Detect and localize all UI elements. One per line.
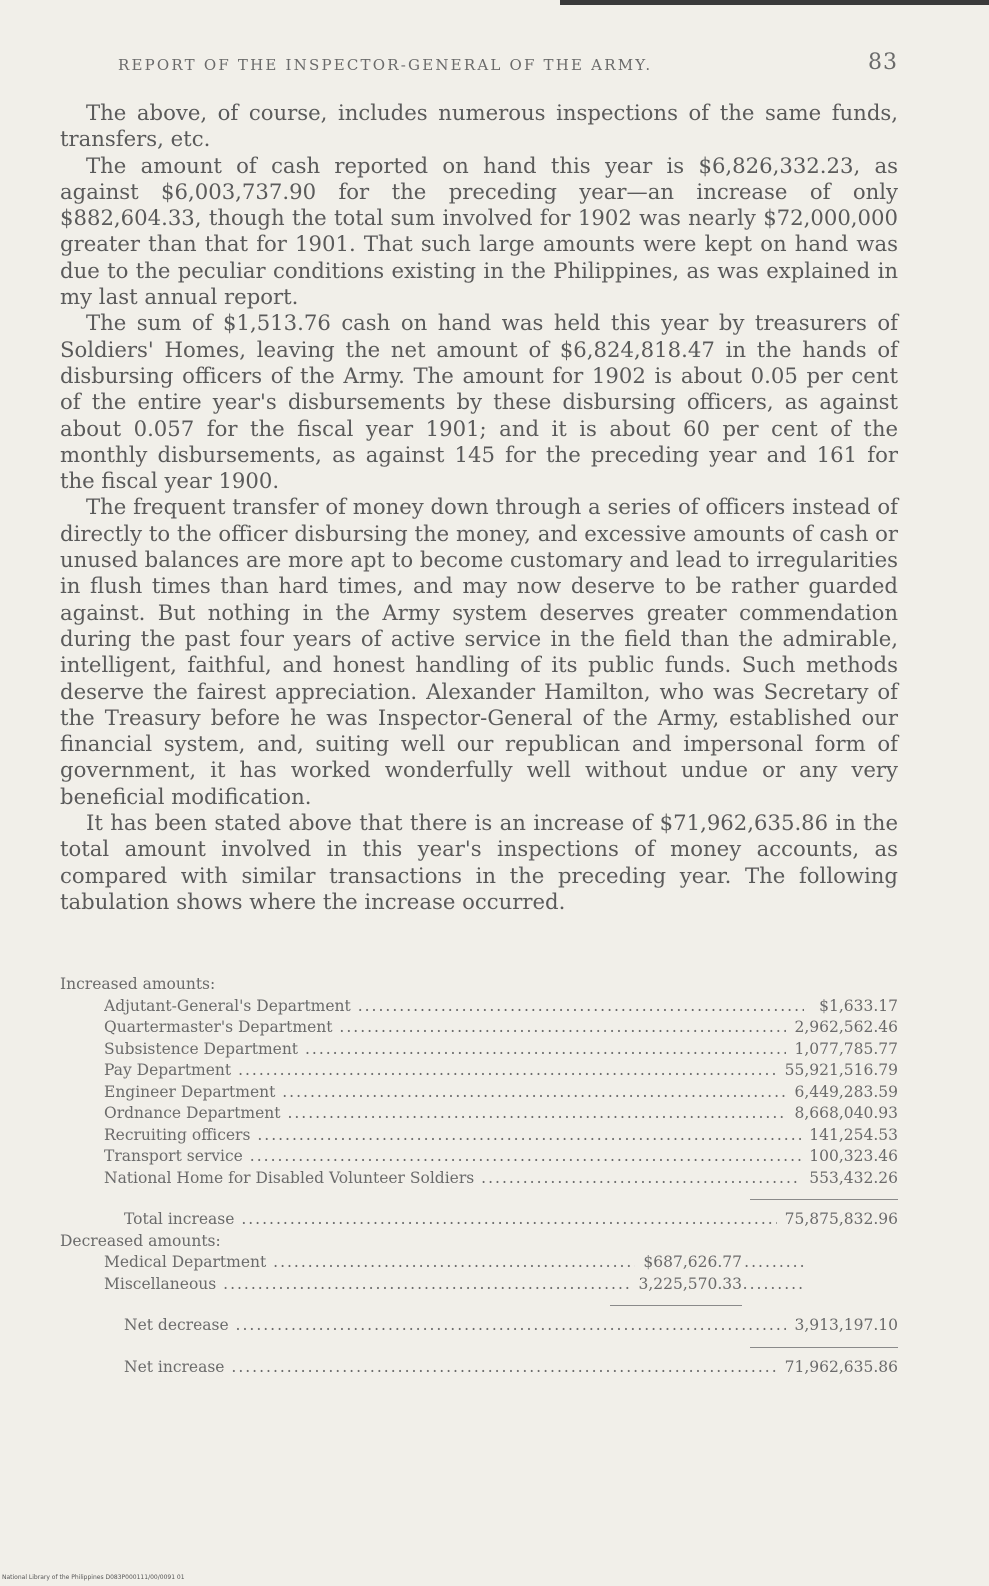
table-heading-row [60, 1232, 898, 1254]
sum-line [750, 1347, 898, 1348]
scan-footer: National Library of the Philippines D083P000111/00/0091 01 [2, 1574, 185, 1581]
table-row [60, 1018, 898, 1040]
decreased-heading: Decreased amounts: [60, 1231, 221, 1250]
row-label: Engineer Department ..... [104, 1083, 804, 1101]
row-amount: $687,626.77 [635, 1253, 742, 1271]
header-title: REPORT OF THE INSPECTOR-GENERAL OF THE ARMY. [118, 56, 653, 74]
row-amount: 55,921,516.79 [777, 1061, 898, 1079]
row-amount: 8,668,040.93 [786, 1104, 898, 1122]
table-heading-row [60, 975, 898, 997]
sum-rule [60, 1338, 898, 1358]
net-decrease-row [60, 1316, 898, 1338]
table-row [60, 1275, 898, 1297]
increased-heading: Increased amounts: [60, 975, 216, 993]
row-amount: $1,633.17 [811, 997, 898, 1015]
row-amount: 75,875,832.96 [777, 1210, 898, 1228]
row-label: National Home for Disabled Volunteer Soldiers ..... [104, 1169, 804, 1187]
row-label: Recruiting officers ..... [104, 1126, 804, 1144]
row-label: Transport service ..... [104, 1147, 804, 1165]
row-amount: 1,077,785.77 [786, 1040, 898, 1058]
row-amount: 6,449,283.59 [786, 1083, 898, 1101]
table-row [60, 1061, 898, 1083]
row-label: Miscellaneous ..... [104, 1275, 804, 1293]
sum-line [750, 1199, 898, 1200]
row-label: Subsistence Department ..... [104, 1040, 804, 1058]
row-label: Net decrease ..... [124, 1316, 824, 1334]
running-header [118, 50, 898, 80]
row-label: Adjutant-General's Department ..... [104, 997, 804, 1015]
row-amount: 3,225,570.33 [630, 1275, 742, 1293]
sum-rule [60, 1296, 898, 1316]
table-row [60, 1126, 898, 1148]
sum-rule [60, 1190, 898, 1210]
table-row [60, 1040, 898, 1062]
table-row [60, 1104, 898, 1126]
row-amount: 2,962,562.46 [786, 1018, 898, 1036]
paragraph: The sum of $1,513.76 cash on hand was held this year by treasurers of Soldiers' Homes, leaving the net amount of $6,824,818.47 in the hands of disbursing officers of the Army. The amount for 1902 is about 0.05 per cent of the entire year's disbursements by these disbursing officers, as against about 0.057 for the fiscal year 1901; and it is about 60 per cent of the monthly disbursements, as against 145 for the preceding year and 161 for the fiscal year 1900. [60, 310, 898, 494]
total-increase-row [60, 1210, 898, 1232]
row-label: Ordnance Department ..... [104, 1104, 804, 1122]
body-text [60, 100, 898, 915]
row-label: Net increase ..... [124, 1358, 824, 1376]
table-row [60, 997, 898, 1019]
row-amount: 141,254.53 [801, 1126, 898, 1144]
increase-tabulation [60, 975, 898, 1379]
net-increase-row [60, 1358, 898, 1380]
sum-line [610, 1305, 742, 1306]
paragraph: The frequent transfer of money down through a series of officers instead of directly to the officer disbursing the money, and excessive amounts of cash or unused balances are more apt to become customary and lead to irregularities in flush times than hard times, and may now deserve to be rather guarded against. But nothing in the Army system deserves greater commendation during the past four years of active service in the field than the admirable, intelligent, faithful, and honest handling of its public funds. Such methods deserve the fairest appreciation. Alexander Hamilton, who was Secretary of the Treasury before he was Inspector-General of the Army, established our financial system, and, suiting well our republican and impersonal form of government, it has worked wonderfully well without undue or any very beneficial modification. [60, 494, 898, 809]
table-row [60, 1253, 898, 1275]
table-row [60, 1147, 898, 1169]
row-label: Medical Department ..... [104, 1253, 804, 1271]
row-amount: 71,962,635.86 [777, 1358, 898, 1376]
row-amount: 100,323.46 [801, 1147, 898, 1165]
paragraph: The amount of cash reported on hand this year is $6,826,332.23, as against $6,003,737.90 for the preceding year—an increase of only $882,604.33, though the total sum involved for 1902 was nearly $72,000,000 greater than that for 1901. That such large amounts were kept on hand was due to the peculiar conditions existing in the Philippines, as was explained in my last annual report. [60, 152, 898, 310]
page-number: 83 [868, 50, 898, 75]
paragraph: It has been stated above that there is an increase of $71,962,635.86 in the total amount involved in this year's inspections of money accounts, as compared with similar transactions in the preceding year. The following tabulation shows where the increase occurred. [60, 810, 898, 914]
row-label: Total increase ..... [124, 1210, 824, 1228]
row-amount: 3,913,197.10 [786, 1316, 898, 1334]
scan-edge-line [560, 0, 989, 5]
table-row [60, 1169, 898, 1191]
paragraph: The above, of course, includes numerous inspections of the same funds, transfers, etc. [60, 100, 898, 152]
row-label: Quartermaster's Department ..... [104, 1018, 804, 1036]
row-amount: 553,432.26 [801, 1169, 898, 1187]
table-row [60, 1083, 898, 1105]
row-label: Pay Department ..... [104, 1061, 804, 1079]
